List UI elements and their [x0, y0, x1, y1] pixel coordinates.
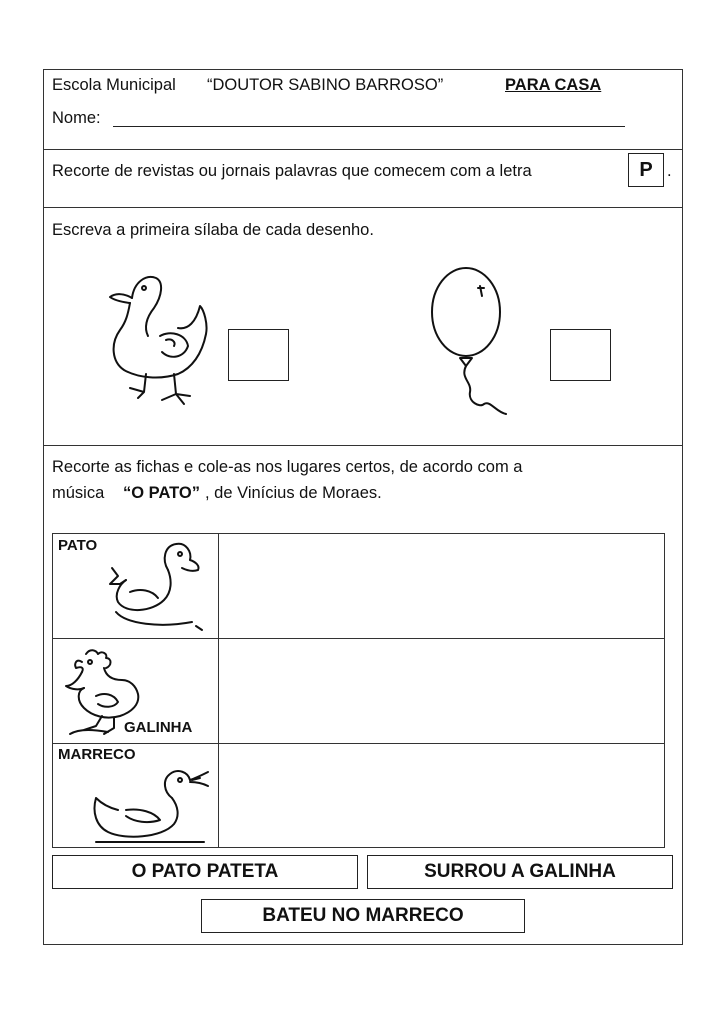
task2-instruction: Escreva a primeira sílaba de cada desenho. [52, 221, 374, 239]
row-label-pato: PATO [58, 537, 98, 554]
row-label-galinha: GALINHA [124, 719, 193, 736]
task3-instruction-suffix: , de Vinícius de Moraes. [205, 484, 382, 502]
school-prefix: Escola Municipal [52, 76, 176, 94]
letter-box: P [628, 153, 664, 187]
task3-instruction-line1: Recorte as fichas e cole-as nos lugares certos, de acordo com a [52, 458, 523, 476]
divider [53, 638, 664, 639]
card-surrou-a-galinha[interactable]: SURROU A GALINHA [367, 855, 673, 889]
name-field[interactable] [113, 126, 625, 127]
song-title: “O PATO” [123, 484, 201, 502]
homework-label: PARA CASA [505, 76, 602, 94]
card-o-pato-pateta[interactable]: O PATO PATETA [52, 855, 358, 889]
duck-icon [106, 540, 206, 634]
card-bateu-no-marreco[interactable]: BATEU NO MARRECO [201, 899, 525, 933]
divider [44, 149, 682, 150]
divider [44, 445, 682, 446]
paste-area-marreco[interactable] [218, 745, 663, 846]
school-name: “DOUTOR SABINO BARROSO” [207, 76, 444, 94]
duck-icon [104, 270, 214, 412]
task1-period: . [667, 162, 672, 180]
row-label-marreco: MARRECO [58, 746, 136, 763]
paste-area-pato[interactable] [218, 535, 663, 637]
answer-box-balloon[interactable] [550, 329, 611, 381]
name-label: Nome: [52, 109, 101, 127]
balloon-icon [426, 266, 512, 418]
divider [44, 207, 682, 208]
task3-instruction-prefix: música [52, 484, 105, 502]
paste-area-galinha[interactable] [218, 640, 663, 742]
task1-instruction: Recorte de revistas ou jornais palavras que comecem com a letra [52, 162, 532, 180]
answer-box-duck[interactable] [228, 329, 289, 381]
divider [53, 743, 664, 744]
teal-duck-icon [88, 768, 212, 846]
